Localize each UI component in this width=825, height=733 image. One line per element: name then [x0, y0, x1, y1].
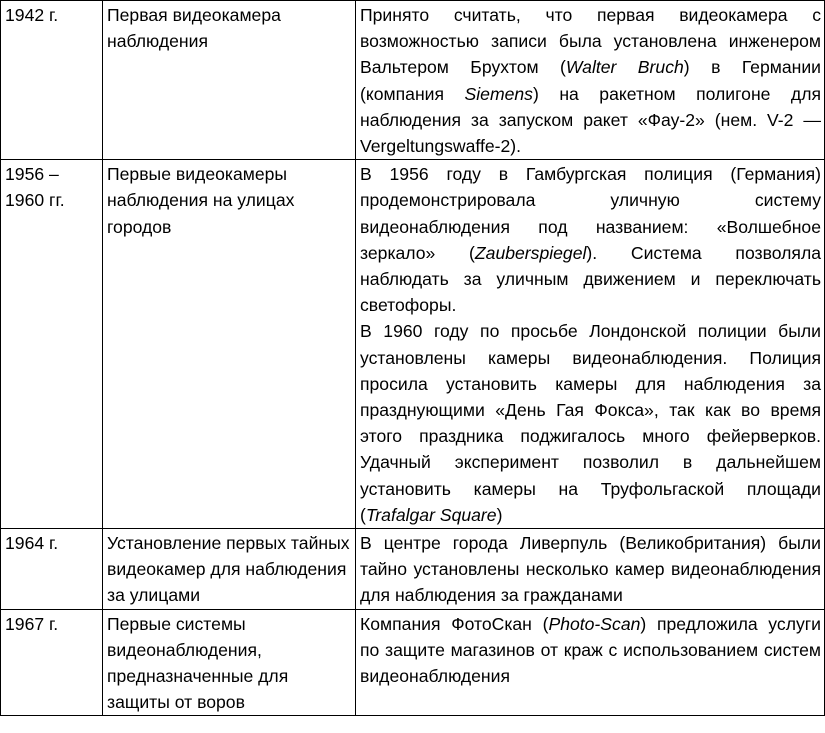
description-cell — [356, 609, 825, 716]
year-cell: 1956 – 1960 гг. — [1, 160, 103, 529]
description-paragraph — [360, 318, 821, 528]
description-cell — [356, 1, 825, 160]
year-cell: 1964 г. — [1, 529, 103, 610]
text-run: ) — [496, 504, 503, 525]
history-table-body — [1, 1, 825, 716]
event-cell: Установление первых тайных видеокамер для наблюдения за улицами — [103, 529, 356, 610]
description-paragraph — [360, 2, 821, 159]
text-run: Принято считать, что первая видеокамера с возможностью записи была установлена инженером Вальтером Брухтом ( — [360, 5, 821, 78]
table-row — [1, 529, 825, 610]
description-cell — [356, 160, 825, 529]
description-paragraph — [360, 161, 821, 318]
description-paragraph — [360, 530, 821, 609]
text-run: ) предложила услуги по защите магазинов от краж с использованием систем видеонаблюдения — [360, 613, 822, 687]
text-run: ) на ракетном полигоне для наблюдения за запуском ракет «Фау-2» (нем. V-2 — Vergeltungswaffe-2). — [360, 83, 821, 157]
text-run: Компания ФотоСкан ( — [360, 613, 549, 634]
description-cell — [356, 529, 825, 610]
event-cell: Первая видеокамера наблюдения — [103, 1, 356, 160]
italic-term: Siemens — [464, 83, 533, 104]
text-run: В центре города Ливерпуль (Великобритания) были тайно установлены несколько камер видеонаблюдения для наблюдения за гражданами — [360, 533, 821, 606]
table-row — [1, 1, 825, 160]
event-cell: Первые системы видеонаблюдения, предназначенные для защиты от воров — [103, 609, 356, 716]
event-cell: Первые видеокамеры наблюдения на улицах городов — [103, 160, 356, 529]
year-cell: 1942 г. — [1, 1, 103, 160]
italic-term: Walter Bruch — [565, 57, 684, 78]
italic-term: Trafalgar Square — [365, 504, 497, 525]
text-run: ). Система позволяла наблюдать за уличным движением и переключать светофоры. — [360, 242, 821, 316]
year-cell: 1967 г. — [1, 609, 103, 716]
text-run: ) в Германии (компания — [360, 57, 822, 104]
text-run: В 1960 году по просьбе Лондонской полиции были установлены камеры видеонаблюдения. Полиция просила установить камеры для наблюдения за празднующими «День Гая Фокса», так как во время этого праздника поджигалось много фейерверков. Удачный эксперимент позволил в дальнейшем установить камеры на Труфольгаской площади ( — [360, 321, 821, 525]
italic-term: Photo-Scan — [548, 613, 641, 634]
italic-term: Zauberspiegel — [474, 242, 587, 263]
text-run: В 1956 году в Гамбургская полиция (Германия) продемонстрировала уличную систему видеонаблюдения под названием: «Волшебное зеркало» ( — [360, 164, 821, 263]
table-row — [1, 609, 825, 716]
table-row — [1, 160, 825, 529]
description-paragraph — [360, 611, 821, 690]
